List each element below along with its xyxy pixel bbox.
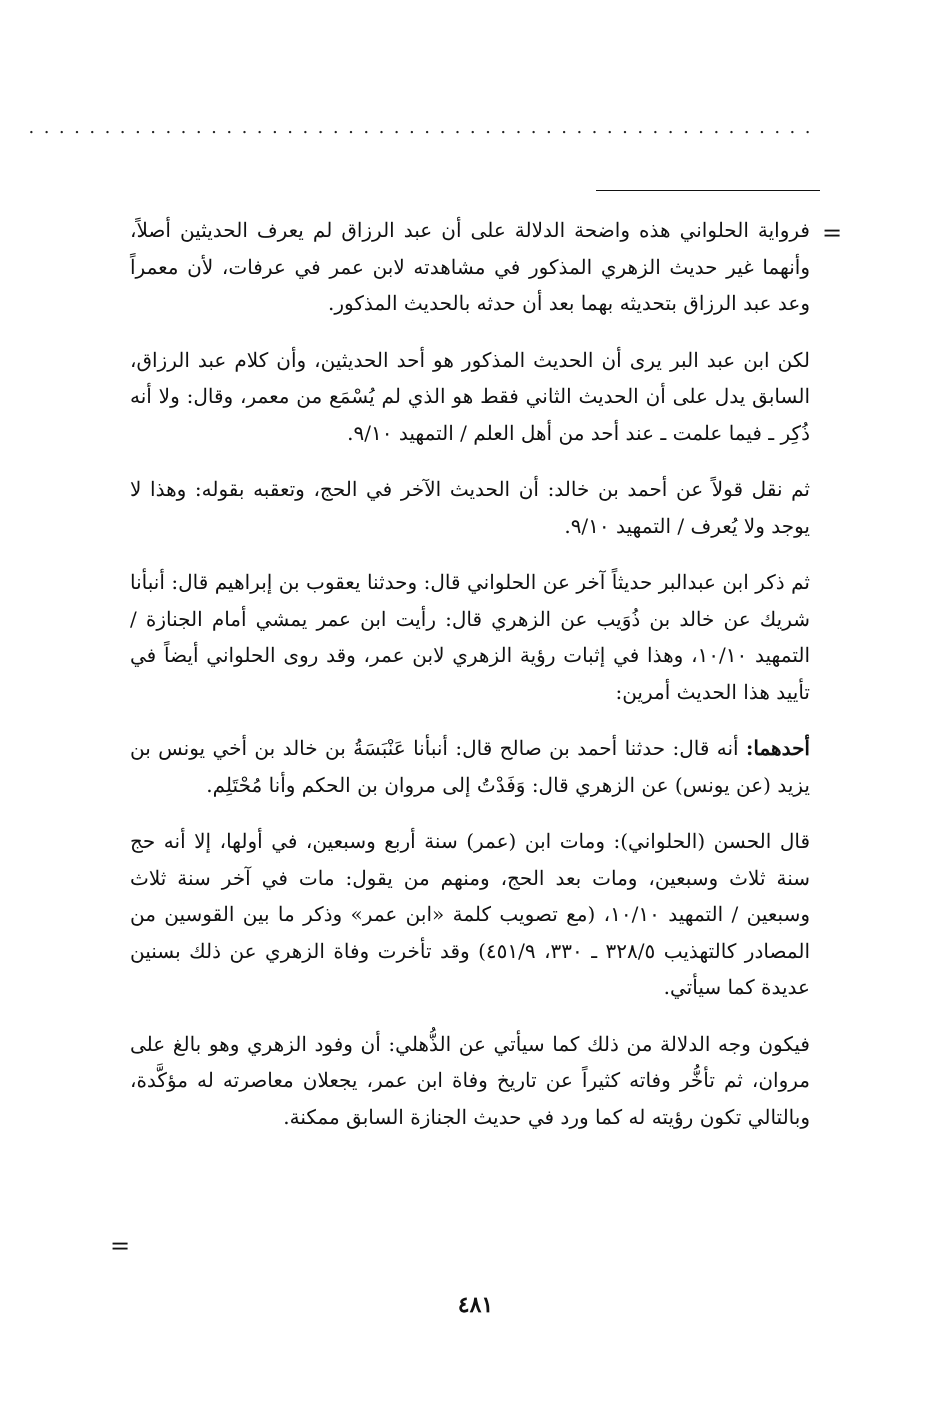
paragraph-5 (130, 730, 810, 803)
paragraph-7-text: فيكون وجه الدلالة من ذلك كما سيأتي عن الذُّهلي: أن وفود الزهري وهو بالغ على مروان، ثم تأخُّر وفاته كثيراً عن تاريخ وفاة ابن عمر، يجعلان معاصرته له مؤكَّدة، وبالتالي تكون رؤيته له كما ورد في حديث الجنازة السابق ممكنة. (130, 1031, 810, 1129)
paragraph-5-text: أنه قال: حدثنا أحمد بن صالح قال: أنبأنا عَنْبَسَةُ بن خالد بن أخي يونس بن يزيد (عن يونس) عن الزهري قال: وَفَدْتُ إلى مروان بن الحكم وأنا مُحْتَلِم. (130, 736, 810, 797)
paragraph-4 (130, 564, 810, 710)
page-number: ٤٨١ (457, 1292, 494, 1318)
separator-dots: .................................................... (28, 117, 820, 138)
footnote-rule (596, 190, 820, 191)
paragraph-7 (130, 1026, 810, 1136)
paragraph-1 (130, 212, 810, 322)
paragraph-6-text: قال الحسن (الحلواني): ومات ابن (عمر) سنة أربع وسبعين، في أولها، إلا أنه حج سنة ثلاث وسبعين، ومات بعد الحج، ومنهم من يقول: مات في آخر سنة ثلاث وسبعين / التمهيد ١٠/١٠، (مع تصويب كلمة «ابن عمر» وذكر ما بين القوسين من المصادر كالتهذيب ٣٢٨/٥ ـ ٣٣٠، ٤٥١/٩) وقد تأخرت وفاة الزهري عن ذلك بسنين عديدة كما سيأتي. (130, 829, 811, 999)
paragraph-5-lead: أحدهما: (745, 736, 810, 760)
paragraph-3 (130, 471, 810, 544)
continuation-mark-top: = (822, 219, 843, 247)
footnote-body (130, 212, 810, 1155)
paragraph-4-text: ثم ذكر ابن عبدالبر حديثاً آخر عن الحلواني قال: وحدثنا يعقوب بن إبراهيم قال: أنبأنا شريك عن خالد بن ذُوَيب عن الزهري قال: رأيت ابن عمر يمشي أمام الجنازة / التمهيد ١٠/١٠، وهذا في إثبات رؤية الزهري لابن عمر، وقد روى الحلواني أيضاً في تأييد هذا الحديث أمرين: (130, 570, 811, 704)
continuation-mark-bottom: = (110, 1232, 131, 1260)
paragraph-2-text: لكن ابن عبد البر يرى أن الحديث المذكور هو أحد الحديثين، وأن كلام عبد الرزاق، السابق يدل على أن الحديث الثاني فقط هو الذي لم يُسْمَع من معمر، وقال: ولا أنه ذُكِر ـ فيما علمت ـ عند أحد من أهل العلم / التمهيد ٩/١٠. (130, 347, 810, 445)
paragraph-2 (130, 342, 810, 452)
paragraph-1-text: فرواية الحلواني هذه واضحة الدلالة على أن عبد الرزاق لم يعرف الحديثين أصلاً، وأنهما غير حديث الزهري المذكور في مشاهدته لابن عمر في عرفات، لأن معمراً وعد عبد الرزاق بتحديثه بهما بعد أن حدثه بالحديث المذكور. (130, 218, 810, 315)
paragraph-6 (130, 823, 810, 1006)
paragraph-3-text: ثم نقل قولاً عن أحمد بن خالد: أن الحديث الآخر في الحج، وتعقبه بقوله: وهذا لا يوجد ولا يُعرف / التمهيد ٩/١٠. (130, 477, 810, 538)
